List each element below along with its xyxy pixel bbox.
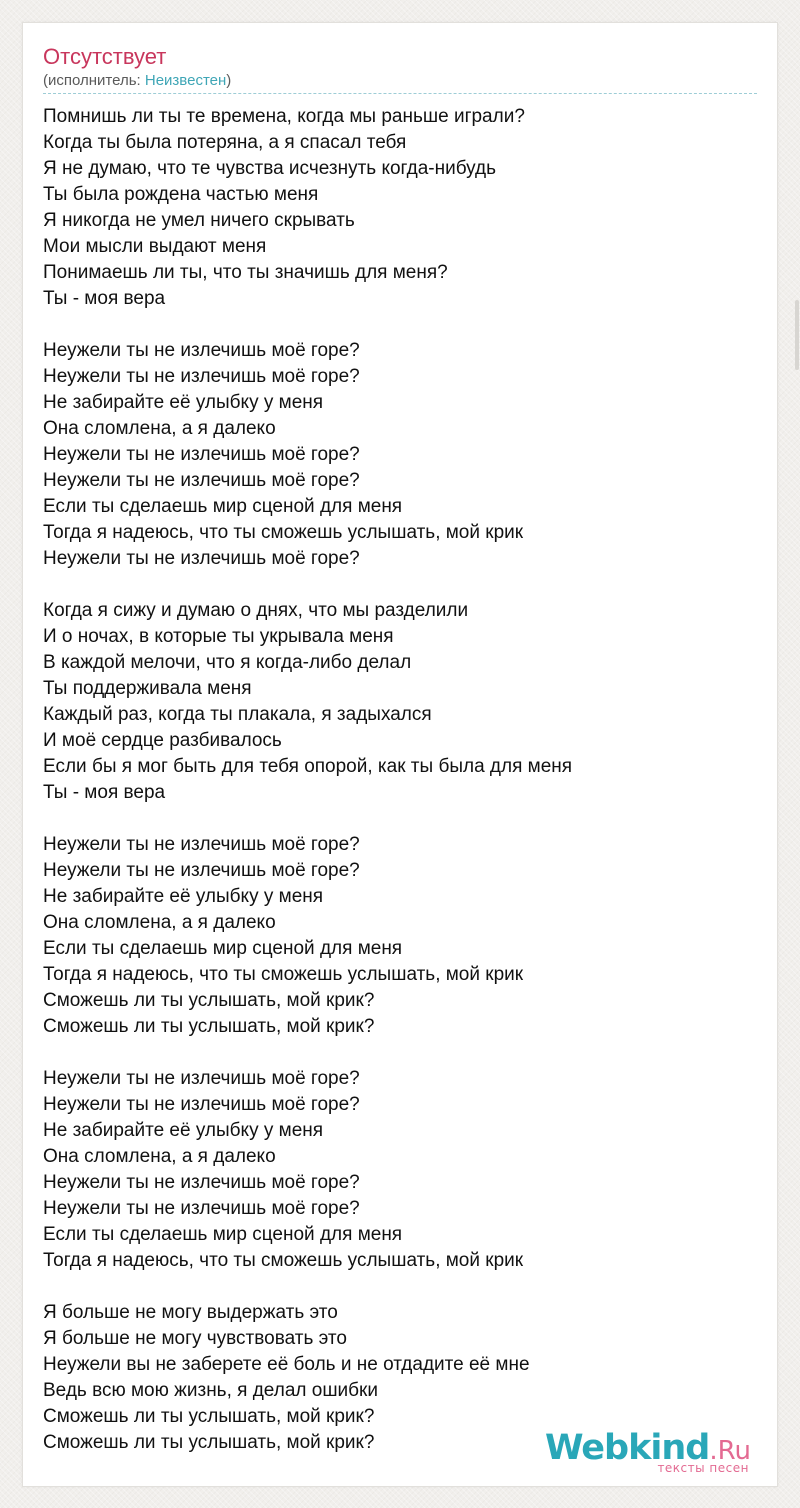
- scrollbar-thumb[interactable]: [795, 300, 799, 370]
- lyric-line: Ведь всю мою жизнь, я делал ошибки: [43, 1380, 378, 1401]
- lyric-line: Я больше не могу чувствовать это: [43, 1328, 347, 1349]
- lyric-line: Каждый раз, когда ты плакала, я задыхался: [43, 704, 432, 725]
- lyric-line: Не забирайте её улыбку у меня: [43, 392, 324, 413]
- lyric-line: Тогда я надеюсь, что ты сможешь услышать, мой крик: [43, 522, 524, 543]
- header-divider: [43, 93, 757, 94]
- lyric-line: Если бы я мог быть для тебя опорой, как ты была для меня: [43, 756, 573, 777]
- lyric-line: Сможешь ли ты услышать, мой крик?: [43, 1016, 375, 1037]
- artist-prefix: (исполнитель:: [43, 72, 145, 89]
- lyric-line: Она сломлена, а я далеко: [43, 1146, 276, 1167]
- lyric-line: Ты поддерживала меня: [43, 678, 252, 699]
- lyric-line: Я больше не могу выдержать это: [43, 1302, 338, 1323]
- lyric-line: Неужели ты не излечишь моё горе?: [43, 366, 360, 387]
- artist-suffix: ): [226, 72, 232, 89]
- lyric-line: Помнишь ли ты те времена, когда мы раньше играли?: [43, 106, 525, 127]
- lyrics-stanza: [43, 832, 757, 1040]
- lyric-line: В каждой мелочи, что я когда-либо делал: [43, 652, 412, 673]
- lyrics-card: [22, 22, 778, 1487]
- lyric-line: Тогда я надеюсь, что ты сможешь услышать, мой крик: [43, 1250, 524, 1271]
- lyric-line: Если ты сделаешь мир сценой для меня: [43, 1224, 403, 1245]
- lyric-line: Сможешь ли ты услышать, мой крик?: [43, 1432, 375, 1453]
- lyric-line: Она сломлена, а я далеко: [43, 418, 276, 439]
- lyric-line: Неужели ты не излечишь моё горе?: [43, 1172, 360, 1193]
- page-scrollbar[interactable]: [794, 0, 800, 1508]
- artist-link[interactable]: Неизвестен: [144, 72, 227, 89]
- lyric-line: Неужели ты не излечишь моё горе?: [43, 1094, 360, 1115]
- logo-tagline: тексты песен: [657, 1461, 749, 1475]
- lyric-line: Неужели ты не излечишь моё горе?: [43, 860, 360, 881]
- lyric-line: Неужели ты не излечишь моё горе?: [43, 1198, 360, 1219]
- site-logo[interactable]: [544, 1428, 751, 1475]
- lyric-line: Ты - моя вера: [43, 288, 166, 309]
- artist-line: [43, 72, 757, 90]
- lyrics-stanza: [43, 338, 757, 572]
- lyric-line: Неужели ты не излечишь моё горе?: [43, 834, 360, 855]
- lyrics-stanza: [43, 1066, 757, 1274]
- lyric-line: Я никогда не умел ничего скрывать: [43, 210, 355, 231]
- lyric-line: Неужели ты не излечишь моё горе?: [43, 340, 360, 361]
- lyric-line: Если ты сделаешь мир сценой для меня: [43, 496, 403, 517]
- lyric-line: Неужели ты не излечишь моё горе?: [43, 444, 360, 465]
- lyrics-stanza: [43, 104, 757, 312]
- lyric-line: Я не думаю, что те чувства исчезнуть когда-нибудь: [43, 158, 497, 179]
- lyric-line: Неужели ты не излечишь моё горе?: [43, 470, 360, 491]
- lyric-line: Она сломлена, а я далеко: [43, 912, 276, 933]
- lyric-line: Ты - моя вера: [43, 782, 166, 803]
- lyric-line: Мои мысли выдают меня: [43, 236, 267, 257]
- lyric-line: Сможешь ли ты услышать, мой крик?: [43, 1406, 375, 1427]
- lyric-line: Ты была рождена частью меня: [43, 184, 319, 205]
- song-title: Отсутствует: [43, 44, 167, 69]
- lyric-line: Не забирайте её улыбку у меня: [43, 886, 324, 907]
- lyric-line: Когда я сижу и думаю о днях, что мы разделили: [43, 600, 469, 621]
- logo-main-text: Webkind: [544, 1428, 710, 1468]
- lyrics-body: [43, 104, 757, 1482]
- lyric-line: И о ночах, в которые ты укрывала меня: [43, 626, 394, 647]
- lyric-line: Когда ты была потеряна, а я спасал тебя: [43, 132, 407, 153]
- lyric-line: Не забирайте её улыбку у меня: [43, 1120, 324, 1141]
- lyric-line: Тогда я надеюсь, что ты сможешь услышать, мой крик: [43, 964, 524, 985]
- song-header: [43, 43, 757, 90]
- lyric-line: И моё сердце разбивалось: [43, 730, 282, 751]
- lyrics-stanza: [43, 598, 757, 806]
- lyric-line: Неужели ты не излечишь моё горе?: [43, 1068, 360, 1089]
- lyric-line: Понимаешь ли ты, что ты значишь для меня?: [43, 262, 448, 283]
- lyric-line: Неужели вы не заберете её боль и не отдадите её мне: [43, 1354, 530, 1375]
- lyric-line: Если ты сделаешь мир сценой для меня: [43, 938, 403, 959]
- logo-tld-text: .Ru: [709, 1436, 751, 1466]
- lyric-line: Сможешь ли ты услышать, мой крик?: [43, 990, 375, 1011]
- lyric-line: Неужели ты не излечишь моё горе?: [43, 548, 360, 569]
